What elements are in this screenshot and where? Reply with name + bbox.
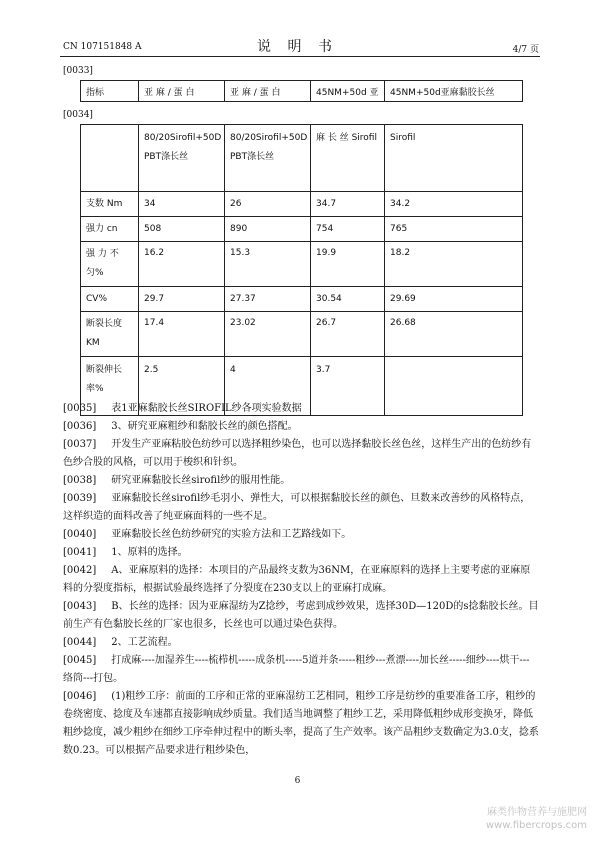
table-cell: 15.3 xyxy=(225,242,311,287)
table-cell: 19.9 xyxy=(311,242,385,287)
table-cell: 18.2 xyxy=(385,242,523,287)
table-cell: 34.2 xyxy=(385,192,523,217)
paragraph-text: 亚麻黏胶长丝色纺纱研究的实验方法和工艺路线如下。 xyxy=(111,529,352,540)
table-cell: 27.37 xyxy=(225,287,311,312)
table-cell xyxy=(81,125,139,192)
paragraph-tag: [0042] xyxy=(63,565,97,576)
table-cell: 890 xyxy=(225,217,311,242)
paragraph-tag: [0037] xyxy=(63,439,97,450)
header-divider xyxy=(60,56,540,57)
page-counter: 4/7 页 xyxy=(512,45,539,55)
table-cell: 17.4 xyxy=(139,312,225,357)
table-cell: 45NM+50d亚麻黏胶长丝 xyxy=(385,81,523,102)
paragraph-text: (1)粗纱工序：前面的工序和正常的亚麻湿纺工艺相同，粗纱工序是纺纱的重要准备工序，粗纱的卷绕密度、捻度及车速都直接影响成纱质量。我们适当地调整了粗纱工艺，采用降低粗纱成形变换牙，降低粗纱捻度，减少粗纱在细纱工序牵伸过程中的断头率，提高了生产效率。该产品粗纱支数确定为3.0支，捻系数0.23。可以根据产品要求进行粗纱染色， xyxy=(63,691,539,756)
paragraph-tag: [0046] xyxy=(63,691,97,702)
paragraph xyxy=(63,634,539,652)
paragraph xyxy=(63,436,539,472)
row-label: 支数 Nm xyxy=(81,192,139,217)
paragraph-tag: [0035] xyxy=(63,403,97,414)
table-cell: 754 xyxy=(311,217,385,242)
table-row xyxy=(81,312,523,357)
table-cell: 亚 麻 / 蛋 白 xyxy=(225,81,311,102)
patent-number: CN 107151848 A xyxy=(63,42,142,52)
table-header-cell: Sirofil xyxy=(385,125,523,192)
table-cell: 34 xyxy=(139,192,225,217)
paragraph-text: 亚麻黏胶长丝sirofil纱毛羽小、弹性大，可以根据黏胶长丝的颜色、旦数来改善纱的风格特点，这样织造的面料改善了纯亚麻面料的一些不足。 xyxy=(63,493,531,522)
paragraph-text: A、亚麻原料的选择：本项目的产品最终支数为36NM，在亚麻原料的选择上主要考虑的亚麻原料的分裂度指标，根据试验最终选择了分裂度在230支以上的亚麻打成麻。 xyxy=(63,565,531,594)
paragraph-text: 2、工艺流程。 xyxy=(111,637,178,648)
table-2 xyxy=(80,124,523,416)
table-cell: 29.7 xyxy=(139,287,225,312)
paragraph-text: B、长丝的选择：因为亚麻湿纺为Z捻纱，考虑到成纱效果，选择30D—120D的s捻黏胶长丝。目前生产有色黏胶长丝的厂家也很多，长丝也可以通过染色获得。 xyxy=(63,601,539,630)
paragraph-tag: [0034] xyxy=(63,110,93,120)
table-1 xyxy=(80,80,523,102)
paragraph xyxy=(63,490,539,526)
paragraph-text: 打成麻----加湿养生----梳栉机-----成条机-----5道并条-----粗纱---煮漂----加长丝-----细纱----烘干---络筒---打包。 xyxy=(63,655,530,684)
paragraph-tag: [0036] xyxy=(63,421,97,432)
table-header-cell: 80/20Sirofil+50D PBT涤长丝 xyxy=(225,125,311,192)
page-title: 说 明 书 xyxy=(257,39,338,55)
watermark xyxy=(486,806,587,832)
table-cell: 30.54 xyxy=(311,287,385,312)
table-cell: 45NM+50d 亚 xyxy=(311,81,385,102)
paragraph xyxy=(63,598,539,634)
table-cell: 16.2 xyxy=(139,242,225,287)
table-cell: 29.69 xyxy=(385,287,523,312)
table-cell: 765 xyxy=(385,217,523,242)
paragraph-text: 研究亚麻黏胶长丝sirofil纱的服用性能。 xyxy=(111,475,291,486)
table-cell: 508 xyxy=(139,217,225,242)
paragraph xyxy=(63,526,539,544)
paragraph-tag: [0043] xyxy=(63,601,97,612)
table-cell: 亚 麻 / 蛋 白 xyxy=(139,81,225,102)
row-label: 断裂伸长率% xyxy=(81,357,139,416)
table-row xyxy=(81,217,523,242)
paragraph-tag: [0044] xyxy=(63,637,97,648)
paragraph xyxy=(63,562,539,598)
paragraph-tag: [0040] xyxy=(63,529,97,540)
table-cell: 23.02 xyxy=(225,312,311,357)
table-cell: 26 xyxy=(225,192,311,217)
table-cell: 4 xyxy=(225,357,311,416)
table-cell: 3.7 xyxy=(311,357,385,416)
paragraph xyxy=(63,688,539,760)
paragraph-text: 3、研究亚麻粗纱和黏胶长丝的颜色搭配。 xyxy=(111,421,298,432)
paragraph-tag: [0038] xyxy=(63,475,97,486)
paragraph xyxy=(63,418,539,436)
table-cell: 26.7 xyxy=(311,312,385,357)
paragraph xyxy=(63,544,539,562)
row-label: CV% xyxy=(81,287,139,312)
row-label: 断裂长度 KM xyxy=(81,312,139,357)
table-header-cell: 麻 长 丝 Sirofil xyxy=(311,125,385,192)
paragraph-text: 开发生产亚麻粘胶色纺纱可以选择粗纱染色，也可以选择黏胶长丝色丝，这样生产出的色纺纱有色纱合股的风格，可以用于梭织和针织。 xyxy=(63,439,532,468)
paragraph-tag: [0033] xyxy=(63,66,93,76)
table-row xyxy=(81,81,523,102)
paragraph-text: 表1亚麻黏胶长丝SIROFIL纱各项实验数据 xyxy=(111,403,302,414)
watermark-line: 麻类作物营养与施肥网 xyxy=(487,807,587,818)
paragraph-tag: [0045] xyxy=(63,655,97,666)
paragraph xyxy=(63,652,539,688)
table-cell: 指标 xyxy=(81,81,139,102)
table-header-cell: 80/20Sirofil+50D PBT涤长丝 xyxy=(139,125,225,192)
paragraph-tag: [0039] xyxy=(63,493,97,504)
paragraph xyxy=(63,400,539,418)
watermark-line: www.fibercrops.com xyxy=(485,820,587,831)
table-cell: 2.5 xyxy=(139,357,225,416)
table-header-row xyxy=(81,125,523,192)
table-row xyxy=(81,192,523,217)
table-cell: 26.68 xyxy=(385,312,523,357)
paragraph xyxy=(63,472,539,490)
row-label: 强 力 不 匀% xyxy=(81,242,139,287)
table-row xyxy=(81,287,523,312)
table-row xyxy=(81,242,523,287)
paragraph-tag: [0041] xyxy=(63,547,97,558)
row-label: 强力 cn xyxy=(81,217,139,242)
page-number: 6 xyxy=(294,776,301,786)
paragraph-text: 1、原料的选择。 xyxy=(111,547,188,558)
table-cell: 34.7 xyxy=(311,192,385,217)
